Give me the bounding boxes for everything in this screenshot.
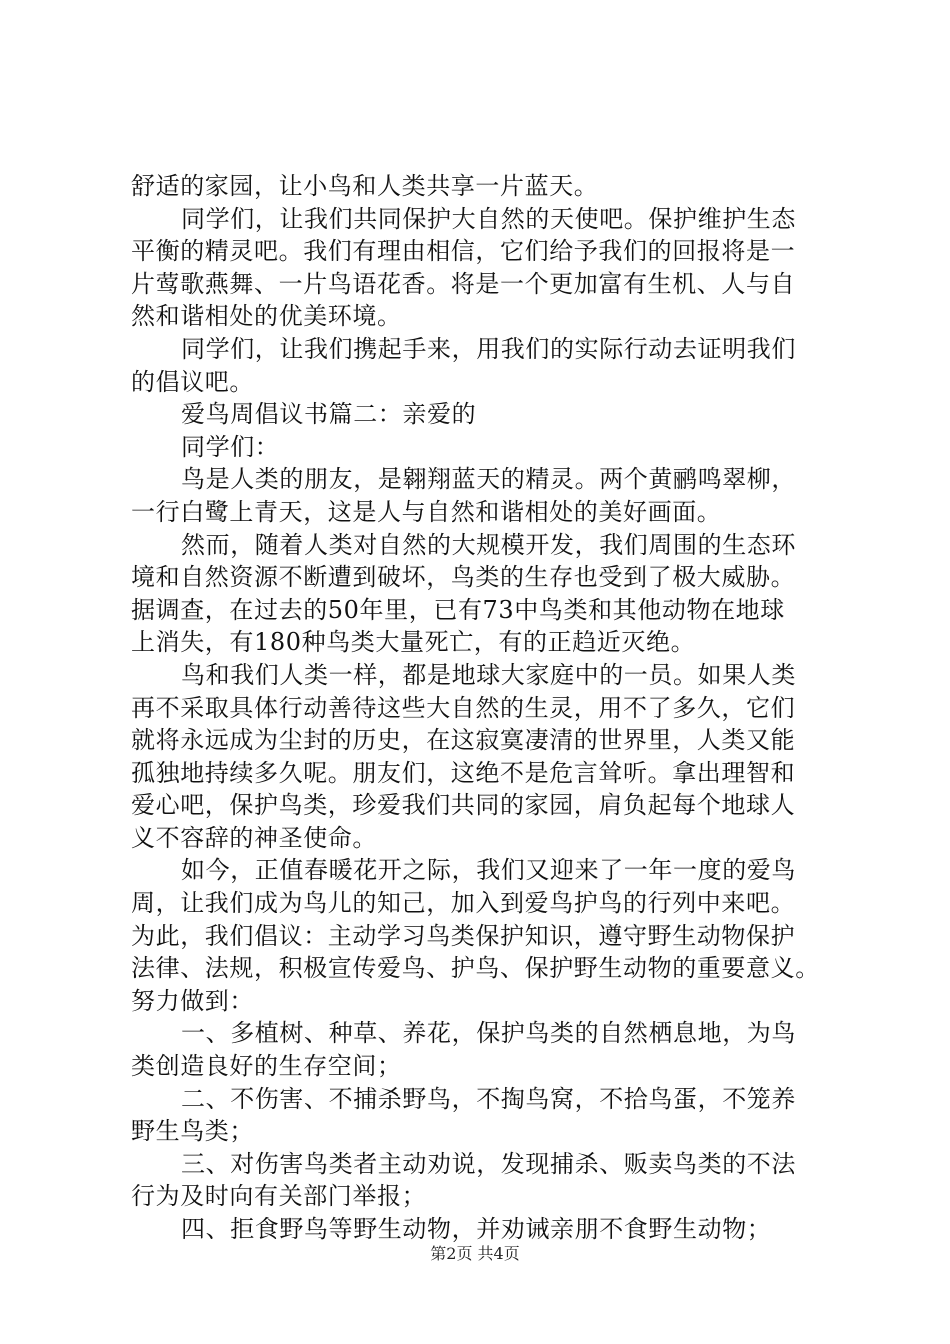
text-line: 然而，随着人类对自然的大规模开发，我们周围的生态环 xyxy=(181,530,796,559)
text-line: 周，让我们成为鸟儿的知己，加入到爱鸟护鸟的行列中来吧。 xyxy=(131,889,796,918)
text-line: 再不采取具体行动善待这些大自然的生灵，用不了多久，它们 xyxy=(131,693,796,722)
text-line: 为此，我们倡议：主动学习鸟类保护知识，遵守野生动物保护 xyxy=(131,921,796,950)
text-line: 据调查，在过去的50年里，已有73中鸟类和其他动物在地球 xyxy=(131,595,785,624)
text-line: 鸟和我们人类一样，都是地球大家庭中的一员。如果人类 xyxy=(181,660,796,689)
text-line: 同学们，让我们携起手来，用我们的实际行动去证明我们 xyxy=(181,334,796,363)
text-line: 义不容辞的神圣使命。 xyxy=(131,823,377,852)
text-line: 一、多植树、种草、养花，保护鸟类的自然栖息地，为鸟 xyxy=(181,1019,796,1048)
text-line: 境和自然资源不断遭到破坏，鸟类的生存也受到了极大威胁。 xyxy=(131,563,796,592)
text-line: 努力做到： xyxy=(131,986,254,1015)
text-line: 一行白鹭上青天，这是人与自然和谐相处的美好画面。 xyxy=(131,497,722,526)
text-line: 就将永远成为尘封的历史，在这寂寞凄清的世界里，人类又能 xyxy=(131,726,796,755)
text-line: 二、不伤害、不捕杀野鸟，不掏鸟窝，不拾鸟蛋，不笼养 xyxy=(181,1084,796,1113)
text-line: 法律、法规，积极宣传爱鸟、护鸟、保护野生动物的重要意义。 xyxy=(131,954,820,983)
document-body xyxy=(131,170,831,1246)
text-line: 上消失，有180种鸟类大量死亡，有的正趋近灭绝。 xyxy=(131,628,696,657)
text-line: 爱心吧，保护鸟类，珍爱我们共同的家园，肩负起每个地球人 xyxy=(131,791,796,820)
text-line: 的倡议吧。 xyxy=(131,367,254,396)
text-line: 类创造良好的生存空间； xyxy=(131,1052,402,1081)
text-line: 如今，正值春暖花开之际，我们又迎来了一年一度的爱鸟 xyxy=(181,856,796,885)
text-line: 舒适的家园，让小鸟和人类共享一片蓝天。 xyxy=(131,172,599,200)
page-footer: 第2页 共4页 xyxy=(430,1244,520,1263)
text-line: 爱鸟周倡议书篇二：亲爱的 xyxy=(181,400,477,429)
text-line: 同学们，让我们共同保护大自然的天使吧。保护维护生态 xyxy=(181,204,796,233)
text-line: 三、对伤害鸟类者主动劝说，发现捕杀、贩卖鸟类的不法 xyxy=(181,1149,796,1178)
text-line: 鸟是人类的朋友，是翱翔蓝天的精灵。两个黄鹂鸣翠柳， xyxy=(181,465,796,494)
text-line: 孤独地持续多久呢。朋友们，这绝不是危言耸听。拿出理智和 xyxy=(131,758,796,787)
text-line: 然和谐相处的优美环境。 xyxy=(131,302,402,331)
text-line: 片莺歌燕舞、一片鸟语花香。将是一个更加富有生机、人与自 xyxy=(131,269,796,298)
text-line: 同学们： xyxy=(181,432,280,461)
text-line: 野生鸟类； xyxy=(131,1117,254,1146)
text-line: 行为及时向有关部门举报； xyxy=(131,1182,427,1211)
text-line: 四、拒食野鸟等野生动物，并劝诫亲朋不食野生动物； xyxy=(181,1215,772,1243)
text-line: 平衡的精灵吧。我们有理由相信，它们给予我们的回报将是一 xyxy=(131,237,796,266)
